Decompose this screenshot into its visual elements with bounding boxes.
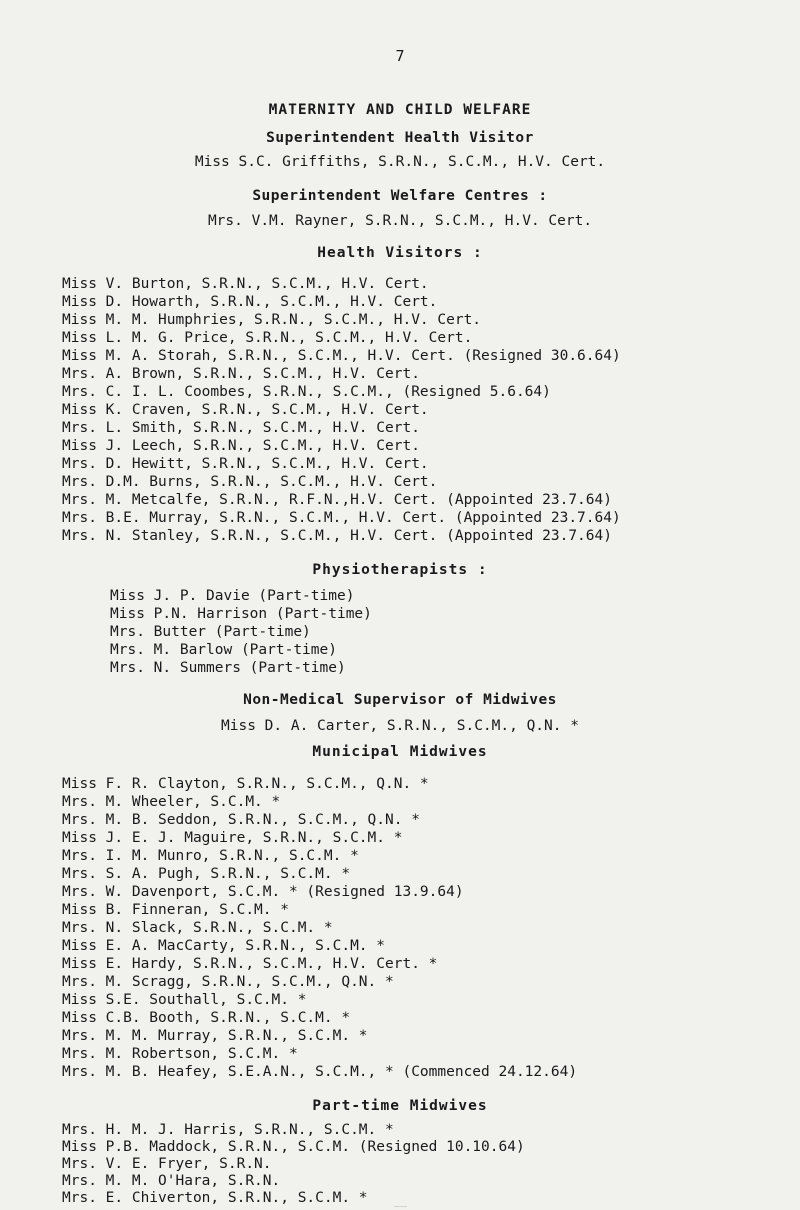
part-time-midwife-row: Mrs. V. E. Fryer, S.R.N. [62, 1156, 272, 1172]
superintendent-hv-line: Miss S.C. Griffiths, S.R.N., S.C.M., H.V. Cert. [194, 154, 606, 170]
midwife-row: Mrs. S. A. Pugh, S.R.N., S.C.M. * [62, 866, 351, 882]
physiotherapist-row: Mrs. Butter (Part-time) [110, 624, 311, 640]
health-visitor-row: Miss M. A. Storah, S.R.N., S.C.M., H.V. Cert. (Resigned 30.6.64) [62, 348, 621, 364]
midwife-row: Mrs. M. B. Heafey, S.E.A.N., S.C.M., * (Commenced 24.12.64) [62, 1064, 578, 1080]
health-visitor-row: Mrs. M. Metcalfe, S.R.N., R.F.N.,H.V. Cert. (Appointed 23.7.64) [62, 492, 612, 508]
superintendent-wc-line: Mrs. V.M. Rayner, S.R.N., S.C.M., H.V. Cert. [207, 213, 593, 229]
midwife-row: Miss B. Finneran, S.C.M. * [62, 902, 289, 918]
health-visitor-row: Mrs. D. Hewitt, S.R.N., S.C.M., H.V. Cert. [62, 456, 429, 472]
health-visitor-row: Miss V. Burton, S.R.N., S.C.M., H.V. Cert. [62, 276, 429, 292]
physiotherapist-row: Miss P.N. Harrison (Part-time) [110, 606, 372, 622]
health-visitor-row: Mrs. L. Smith, S.R.N., S.C.M., H.V. Cert. [62, 420, 420, 436]
non-medical-line: Miss D. A. Carter, S.R.N., S.C.M., Q.N. * [221, 718, 579, 734]
health-visitor-row: Miss L. M. G. Price, S.R.N., S.C.M., H.V. Cert. [62, 330, 473, 346]
superintendent-hv-heading: Superintendent Health Visitor [266, 130, 534, 146]
page-number: 7 [395, 47, 405, 65]
footnote: * Analgesic Certificate [393, 1207, 407, 1208]
health-visitor-row: Mrs. A. Brown, S.R.N., S.C.M., H.V. Cert. [62, 366, 420, 382]
midwife-row: Mrs. M. B. Seddon, S.R.N., S.C.M., Q.N. * [62, 812, 420, 828]
health-visitor-row: Miss M. M. Humphries, S.R.N., S.C.M., H.V. Cert. [62, 312, 482, 328]
health-visitor-row: Mrs. D.M. Burns, S.R.N., S.C.M., H.V. Cert. [62, 474, 438, 490]
midwife-row: Miss E. Hardy, S.R.N., S.C.M., H.V. Cert. * [62, 956, 438, 972]
superintendent-wc-heading: Superintendent Welfare Centres : [252, 188, 548, 204]
physiotherapist-row: Miss J. P. Davie (Part-time) [110, 588, 355, 604]
health-visitor-row: Mrs. N. Stanley, S.R.N., S.C.M., H.V. Cert. (Appointed 23.7.64) [62, 528, 612, 544]
health-visitor-row: Miss J. Leech, S.R.N., S.C.M., H.V. Cert. [62, 438, 420, 454]
physiotherapist-row: Mrs. N. Summers (Part-time) [110, 660, 346, 676]
midwife-row: Mrs. M. Wheeler, S.C.M. * [62, 794, 281, 810]
midwife-row: Miss C.B. Booth, S.R.N., S.C.M. * [62, 1010, 351, 1026]
part-time-midwife-row: Mrs. E. Chiverton, S.R.N., S.C.M. * [62, 1190, 368, 1206]
midwife-row: Mrs. M. Robertson, S.C.M. * [62, 1046, 298, 1062]
health-visitor-row: Mrs. B.E. Murray, S.R.N., S.C.M., H.V. Cert. (Appointed 23.7.64) [62, 510, 621, 526]
midwife-row: Mrs. W. Davenport, S.C.M. * (Resigned 13.9.64) [62, 884, 464, 900]
part-time-midwife-row: Mrs. M. M. O'Hara, S.R.N. [62, 1173, 281, 1189]
health-visitor-row: Mrs. C. I. L. Coombes, S.R.N., S.C.M., (Resigned 5.6.64) [62, 384, 551, 400]
municipal-midwives-heading: Municipal Midwives [312, 744, 488, 760]
physiotherapist-row: Mrs. M. Barlow (Part-time) [110, 642, 337, 658]
physiotherapists-heading: Physiotherapists : [312, 562, 488, 578]
midwife-row: Mrs. M. M. Murray, S.R.N., S.C.M. * [62, 1028, 368, 1044]
part-time-midwives-heading: Part-time Midwives [312, 1098, 488, 1114]
health-visitors-heading: Health Visitors : [317, 245, 483, 261]
page-title: MATERNITY AND CHILD WELFARE [268, 102, 532, 118]
midwife-row: Mrs. M. Scragg, S.R.N., S.C.M., Q.N. * [62, 974, 394, 990]
health-visitor-row: Miss D. Howarth, S.R.N., S.C.M., H.V. Cert. [62, 294, 438, 310]
non-medical-heading: Non-Medical Supervisor of Midwives [243, 692, 557, 708]
midwife-row: Miss F. R. Clayton, S.R.N., S.C.M., Q.N. * [62, 776, 429, 792]
health-visitor-row: Miss K. Craven, S.R.N., S.C.M., H.V. Cert. [62, 402, 429, 418]
midwife-row: Mrs. I. M. Munro, S.R.N., S.C.M. * [62, 848, 359, 864]
midwife-row: Miss E. A. MacCarty, S.R.N., S.C.M. * [62, 938, 386, 954]
part-time-midwife-row: Miss P.B. Maddock, S.R.N., S.C.M. (Resigned 10.10.64) [62, 1139, 525, 1155]
midwife-row: Miss S.E. Southall, S.C.M. * [62, 992, 307, 1008]
part-time-midwife-row: Mrs. H. M. J. Harris, S.R.N., S.C.M. * [62, 1122, 394, 1138]
midwife-row: Mrs. N. Slack, S.R.N., S.C.M. * [62, 920, 333, 936]
midwife-row: Miss J. E. J. Maguire, S.R.N., S.C.M. * [62, 830, 403, 846]
